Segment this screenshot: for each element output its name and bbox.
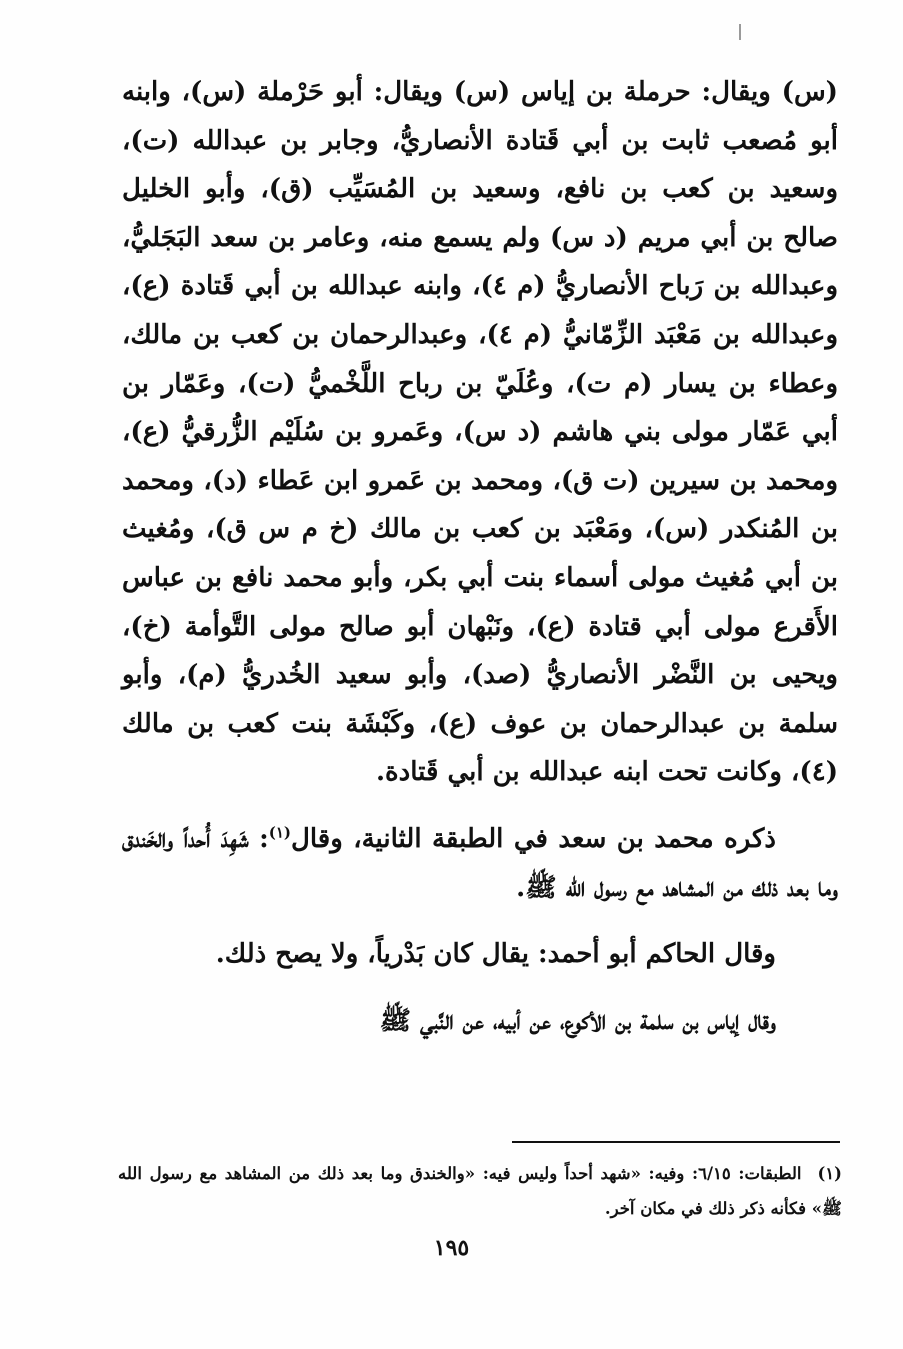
ibn-saad-text: ذكره محمد بن سعد في الطبقة الثانية، وقال xyxy=(290,823,777,854)
footnote-reference[interactable]: (١) xyxy=(268,823,291,842)
iyas-paragraph: وقال إياس بن سلمة بن الأكوع، عن أبيه، عن النَّبي ﷺ xyxy=(379,1005,776,1036)
narrators-paragraph: (س) ويقال: حرملة بن إياس (س) ويقال: أبو حَرْملة (س)، وابنه أبو مُصعب ثابت بن أبي قَتادة الأنصاريُّ، وجابر بن عبدالله (ت)، وسعيد بن كعب بن نافع، وسعيد بن المُسَيِّب (ق)، وأبو الخليل صالح بن أبي مريم (د س) ولم يسمع منه، وعامر بن سعد البَجَليُّ، وعبدالله بن رَباح الأنصاريُّ (م ٤)، وابنه عبدالله بن أبي قَتادة (ع)، وعبدالله بن مَعْبَد الزِّمّانيُّ (م ٤)، وعبدالرحمان بن كعب بن مالك، وعطاء بن يسار (م ت)، وعُلَيّ بن رباح اللَّخْميُّ (ت)، وعَمّار بن أبي عَمّار مولى بني هاشم (د س)، وعَمرو بن سُلَيْم الزُّرقيُّ (ع)، ومحمد بن سيرين (ت ق)، ومحمد بن عَمرو ابن عَطاء (د)، ومحمد بن المُنكدر (س)، ومَعْبَد بن كعب بن مالك (خ م س ق)، ومُغيث بن أبي مُغيث مولى أسماء بنت أبي بكر، وأبو محمد نافع بن عباس الأَقرع مولى أبي قتادة (ع)، ونَبْهان أبو صالح مولى التَّوأمة (خ)، ويحيى بن النَّضْر الأنصاريُّ (صد)، وأبو سعيد الخُدريُّ (م)، وأبو سلمة بن عبدالرحمان بن عوف (ع)، وكَبْشَة بنت كعب بن مالك (٤)، وكانت تحت ابنه عبدالله بن أبي قَتادة. xyxy=(122,77,838,788)
top-margin-mark xyxy=(739,24,741,40)
ibn-saad-paragraph xyxy=(122,815,838,912)
footnote-text: الطبقات: ٦/١٥: وفيه: «شهد أحداً وليس فيه: «والخندق وما بعد ذلك من المشاهد مع رسول الله ﷺ» فكأنه ذكر ذلك في مكان آخر. xyxy=(118,1164,842,1218)
main-text xyxy=(122,68,838,1045)
footnote-number: (١) xyxy=(817,1164,842,1183)
ibn-saad-quote: : شَهِدَ أُحداً والخَندق وما بعد ذلك من المشاهد مع رسول الله ﷺ. xyxy=(122,823,838,903)
hakim-paragraph: وقال الحاكم أبو أحمد: يقال كان بَدْرياً، ولا يصح ذلك. xyxy=(215,939,776,970)
footnote-separator xyxy=(512,1141,840,1143)
footnote xyxy=(118,1156,842,1226)
page-number: ١٩٥ xyxy=(433,1235,470,1261)
